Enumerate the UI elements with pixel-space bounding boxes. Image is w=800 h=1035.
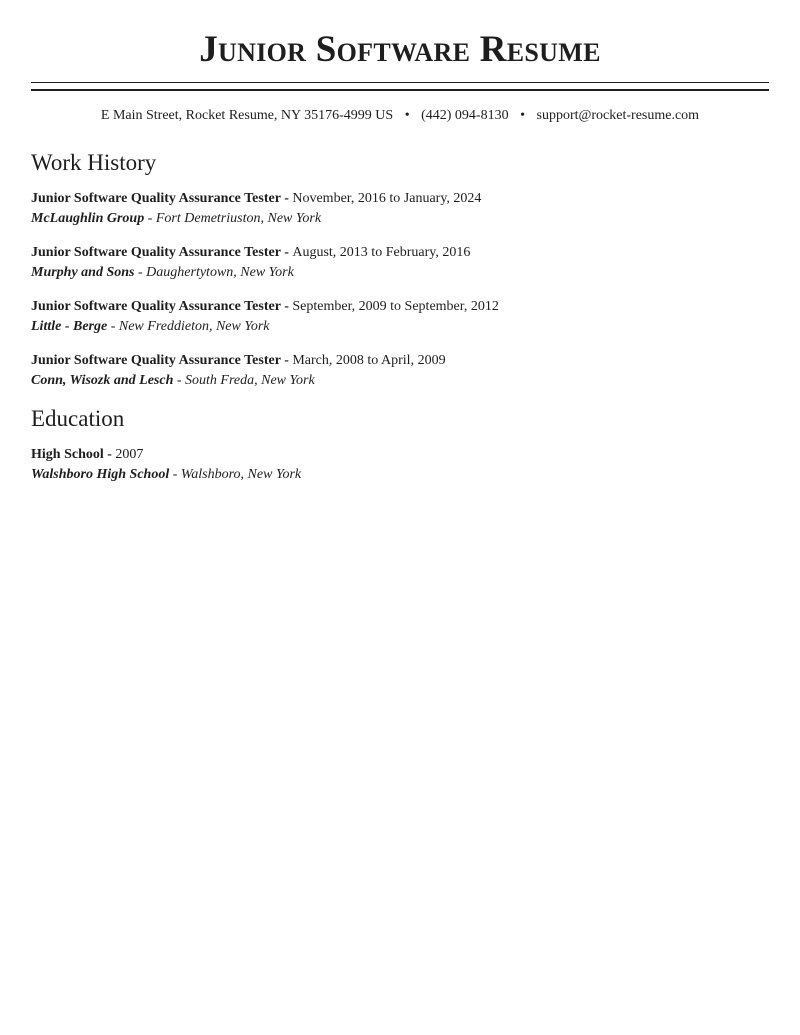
education-entry-header (31, 445, 769, 465)
graduation-year: 2007 (115, 447, 144, 462)
work-entry-employer (31, 317, 769, 337)
job-dates: November, 2016 to January, 2024 (292, 191, 482, 206)
company-name: McLaughlin Group (31, 211, 145, 226)
work-entry-header (31, 189, 769, 209)
dash: - (173, 373, 186, 388)
company-location: South Freda, New York (185, 373, 315, 388)
job-dates: August, 2013 to February, 2016 (292, 245, 471, 260)
contact-phone: (442) 094-8130 (421, 108, 509, 123)
job-role: Junior Software Quality Assurance Tester (31, 245, 281, 260)
work-entry-header (31, 297, 769, 317)
work-entry-header (31, 243, 769, 263)
degree: High School (31, 447, 104, 462)
dash: - (280, 299, 293, 314)
work-entry (31, 189, 769, 229)
work-entry (31, 297, 769, 337)
company-name: Conn, Wisozk and Lesch (31, 373, 174, 388)
job-role: Junior Software Quality Assurance Tester (31, 191, 281, 206)
education-heading: Education (31, 406, 125, 431)
dash: - (144, 211, 156, 226)
dash: - (280, 353, 293, 368)
job-dates: September, 2009 to September, 2012 (292, 299, 499, 314)
work-entry (31, 351, 769, 391)
title-divider (31, 82, 769, 91)
work-entry-header (31, 351, 769, 371)
dash: - (169, 467, 181, 482)
school-name: Walshboro High School (31, 467, 170, 482)
contact-email: support@rocket-resume.com (536, 108, 700, 123)
company-name: Little - Berge (31, 319, 108, 334)
company-name: Murphy and Sons (31, 265, 135, 280)
dash: - (280, 191, 293, 206)
job-role: Junior Software Quality Assurance Tester (31, 353, 281, 368)
education-entry-school (31, 465, 769, 485)
contact-address: E Main Street, Rocket Resume, NY 35176-4999 US (100, 108, 394, 123)
work-entry-employer (31, 209, 769, 229)
school-location: Walshboro, New York (180, 467, 302, 482)
contact-line (31, 107, 769, 125)
education-entry (31, 445, 769, 485)
job-role: Junior Software Quality Assurance Tester (31, 299, 281, 314)
company-location: Daughertytown, New York (146, 265, 294, 280)
company-location: New Freddieton, New York (118, 319, 270, 334)
work-history-heading: Work History (31, 150, 157, 175)
company-location: Fort Demetriuston, New York (155, 211, 322, 226)
resume-title: Junior Software Resume (199, 29, 601, 70)
work-entry (31, 243, 769, 283)
dash: - (280, 245, 293, 260)
contact-separator: • (404, 108, 410, 123)
dash: - (134, 265, 147, 280)
work-entry-employer (31, 263, 769, 283)
dash: - (107, 319, 119, 334)
work-entry-employer (31, 371, 769, 391)
dash: - (103, 447, 116, 462)
job-dates: March, 2008 to April, 2009 (292, 353, 446, 368)
contact-separator: • (520, 108, 525, 123)
